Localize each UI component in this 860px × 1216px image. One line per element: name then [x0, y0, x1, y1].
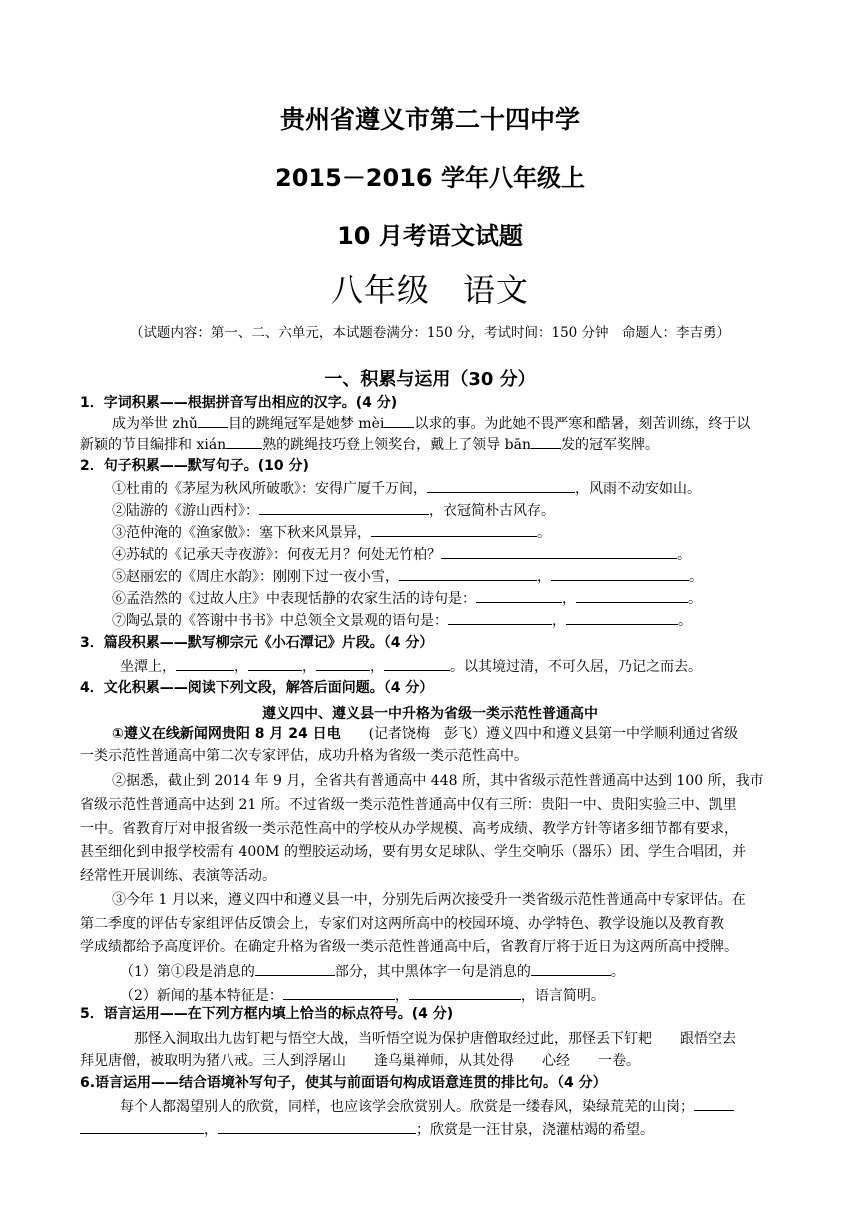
q2-item2: ②陆游的《游山西村》： ，衣冠简朴古风存。 — [112, 500, 555, 521]
answer-blank[interactable] — [531, 961, 611, 976]
q2-item5: ⑤赵丽宏的《周庄水韵》：刚刚下过一夜小雪， ， 。 — [112, 566, 703, 587]
q5-title: 5．语言运用——在下列方框内填上恰当的标点符号。(4 分) — [80, 1006, 454, 1022]
news-p2-line1: ②据悉，截止到 2014 年 9 月，全省共有普通高中 448 所，其中省级示范性普通高中达到 100 所，我市 — [112, 773, 764, 789]
q4-sub2: （2）新闻的基本特征是： ， ，语言简明。 — [120, 985, 605, 1006]
school-year: 2015－2016 学年八年级上 — [275, 164, 585, 192]
answer-blank[interactable] — [316, 656, 370, 671]
school-title: 贵州省遵义市第二十四中学 — [279, 105, 580, 134]
exam-title: 10 月考语文试题 — [337, 222, 523, 250]
answer-blank[interactable] — [371, 522, 537, 537]
answer-blank[interactable] — [427, 478, 575, 493]
news-p2-line5: 经常性开展训练、表演等活动。 — [80, 868, 276, 884]
q4-sub1: （1）第①段是消息的 部分，其中黑体字一句是消息的 。 — [120, 961, 625, 982]
news-p2-line4: 甚至细化到申报学校需有 400M 的塑胶运动场，要有男女足球队、学生交响乐（器乐）团、学生合唱团，并 — [80, 844, 746, 860]
answer-blank[interactable] — [80, 1119, 204, 1134]
q6-title: 6.语言运用——结合语境补写句子，使其与前面语句构成语意连贯的排比句。（4 分） — [80, 1075, 607, 1091]
q1-line2: 新颖的节目编排和 xián 熟的跳绳技巧登上领奖台，戴上了领导 bān 发的冠军奖牌。 — [80, 434, 659, 455]
news-p1-line2: 一类示范性普通高中第二次专家评估，成功升格为省级一类示范性高中。 — [80, 748, 528, 764]
q6-line2: ， ；欣赏是一汪甘泉，浇灌枯竭的希望。 — [80, 1119, 654, 1140]
q1-title: 1．字词积累——根据拼音写出相应的汉字。(4 分) — [80, 395, 398, 411]
answer-blank[interactable] — [476, 588, 562, 603]
subject-title: 八年级 语文 — [330, 271, 529, 309]
news-p2-line2: 省级示范性普通高中达到 21 所。不过省级一类示范性普通高中仅有三所：贵阳一中、贵阳实验三中、凯里 — [80, 797, 737, 813]
answer-blank[interactable] — [441, 544, 677, 559]
exam-info: （试题内容：第一、二、六单元，本试题卷满分：150 分，考试时间：150 分钟 命题人：李吉勇） — [129, 325, 731, 341]
answer-blank[interactable] — [218, 1119, 416, 1134]
q2-item3: ③范仲淹的《渔家傲》：塞下秋来风景异， 。 — [112, 522, 551, 543]
answer-blank[interactable] — [576, 588, 688, 603]
news-p2-line3: 一中。省教育厅对申报省级一类示范性高中的学校从办学规模、高考成绩、教学方针等诸多细节都有要求， — [80, 821, 738, 837]
q2-item4: ④苏轼的《记承天寺夜游》：何夜无月？何处无竹柏？ 。 — [112, 544, 691, 565]
news-headline: 遵义四中、遵义县一中升格为省级一类示范性普通高中 — [262, 706, 598, 722]
q2-item7: ⑦陶弘景的《答谢中书书》中总领全文景观的语句是： ， 。 — [112, 610, 692, 631]
q5-line2: 拜见唐僧，被取明为猪八戒。三人到浮屠山 逢乌巢禅师，从其处得 心经 一卷。 — [80, 1053, 640, 1069]
answer-blank[interactable] — [566, 610, 678, 625]
answer-blank[interactable] — [259, 500, 429, 515]
q3-title: 3．篇段积累——默写柳宗元《小石潭记》片段。（4 分） — [80, 635, 434, 651]
answer-blank[interactable] — [226, 434, 262, 449]
answer-blank[interactable] — [248, 656, 302, 671]
answer-blank[interactable] — [531, 434, 561, 449]
q2-item1: ①杜甫的《茅屋为秋风所破歌》：安得广厦千万间， ，风雨不动安如山。 — [112, 478, 701, 499]
answer-blank[interactable] — [409, 985, 521, 1000]
answer-blank[interactable] — [448, 610, 552, 625]
answer-blank[interactable] — [399, 566, 537, 581]
q1-line1: 成为举世 zhǔ 目的跳绳冠军是她梦 mèi 以求的事。为此她不畏严寒和酷暑，刻苦训练，终于以 — [112, 413, 750, 434]
news-p1-line1: ①遵义在线新闻网贵阳 8 月 24 日电 (记者饶梅 彭飞）遵义四中和遵义县第一中学顺利通过省级 — [112, 726, 739, 742]
answer-blank[interactable] — [255, 961, 335, 976]
section-title: 一、积累与运用（30 分） — [324, 369, 536, 390]
news-p3-line1: ③今年 1 月以来，遵义四中和遵义县一中，分别先后两次接受升一类省级示范性普通高中专家评估。在 — [112, 892, 746, 908]
answer-blank[interactable] — [384, 656, 450, 671]
q5-line1: 那怪入洞取出九齿钉耙与悟空大战，当听悟空说为保护唐僧取经过此，那怪丢下钉耙 跟悟空去 — [134, 1031, 736, 1047]
answer-blank[interactable] — [551, 566, 689, 581]
q3-line: 坐潭上， ， ， ， 。以其境过清，不可久居，乃记之而去。 — [120, 656, 702, 677]
answer-blank[interactable] — [283, 985, 395, 1000]
news-p3-line3: 学成绩都给予高度评价。在确定升格为省级一类示范性普通高中后，省教育厅将于近日为这两所高中授牌。 — [80, 939, 738, 955]
q2-item6: ⑥孟浩然的《过故人庄》中表现恬静的农家生活的诗句是： ， 。 — [112, 588, 702, 609]
answer-blank[interactable] — [384, 413, 414, 428]
answer-blank[interactable] — [198, 413, 228, 428]
q2-title: 2．句子积累——默写句子。(10 分) — [80, 458, 309, 474]
q4-title: 4．文化积累——阅读下列文段，解答后面问题。（4 分） — [80, 680, 434, 696]
q6-line1: 每个人都渴望别人的欣赏，同样，也应该学会欣赏别人。欣赏是一缕春风，染绿荒芜的山岗； — [120, 1096, 734, 1117]
answer-blank[interactable] — [176, 656, 234, 671]
news-p3-line2: 第二季度的评估专家组评估反馈会上，专家们对这两所高中的校园环境、办学特色、教学设施以及教育教 — [80, 916, 724, 932]
answer-blank[interactable] — [694, 1096, 734, 1111]
